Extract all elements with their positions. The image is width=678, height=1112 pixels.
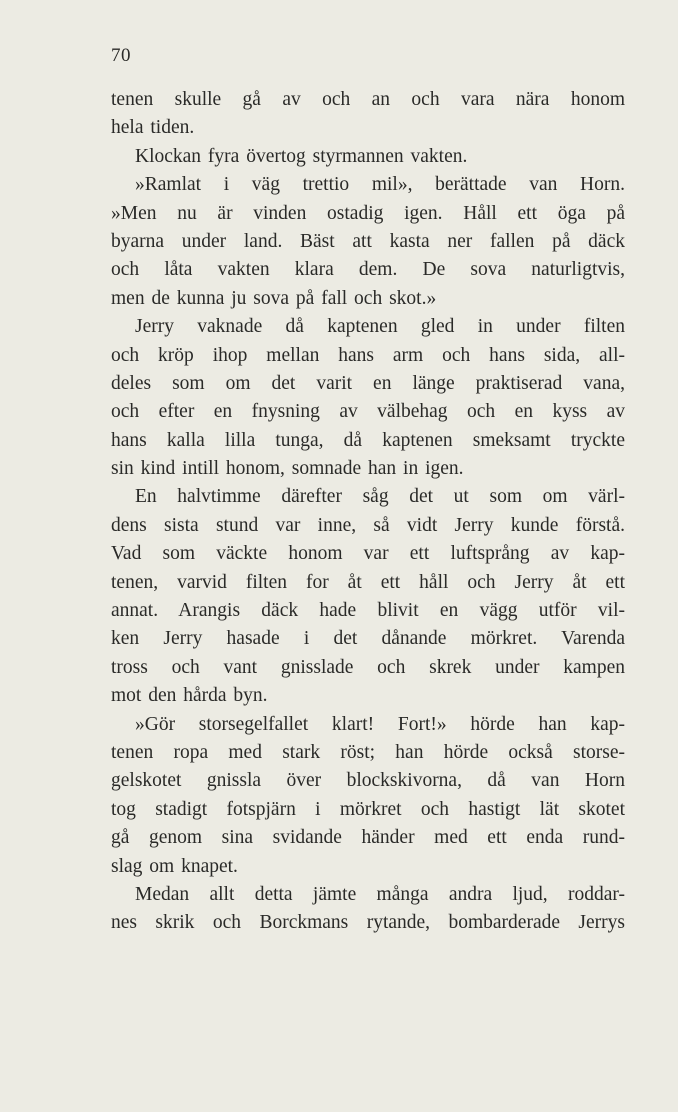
text-line: slag om knapet. — [111, 855, 238, 877]
text-line: En halvtimme därefter såg det ut som om värl- — [135, 486, 625, 508]
text-line: tenen ropa med stark röst; han hörde också storse- — [111, 741, 625, 763]
body-text — [111, 86, 625, 938]
text-line: annat. Arangis däck hade blivit en vägg utför vil- — [111, 600, 625, 622]
text-line: hans kalla lilla tunga, då kaptenen smeksamt tryckte — [111, 429, 625, 451]
text-line: gelskotet gnissla över blockskivorna, då van Horn — [111, 770, 625, 792]
text-line: Jerry vaknade då kaptenen gled in under filten — [135, 316, 625, 338]
text-line: Klockan fyra övertog styrmannen vakten. — [135, 145, 468, 167]
text-line: »Men nu är vinden ostadig igen. Håll ett öga på — [111, 202, 625, 224]
text-line: tross och vant gnisslade och skrek under kampen — [111, 656, 625, 678]
text-line: och kröp ihop mellan hans arm och hans sida, all- — [111, 344, 625, 366]
text-line: Medan allt detta jämte många andra ljud, roddar- — [135, 883, 625, 905]
text-line: hela tiden. — [111, 117, 195, 139]
text-line: tog stadigt fotspjärn i mörkret och hastigt lät skotet — [111, 798, 625, 820]
text-line: tenen, varvid filten for åt ett håll och Jerry åt ett — [111, 571, 625, 593]
text-line: dens sista stund var inne, så vidt Jerry kunde förstå. — [111, 514, 625, 536]
text-line: ken Jerry hasade i det dånande mörkret. Varenda — [111, 628, 625, 650]
text-line: och låta vakten klara dem. De sova naturligtvis, — [111, 259, 625, 281]
page-number: 70 — [111, 45, 131, 66]
text-line: mot den hårda byn. — [111, 685, 268, 707]
text-line: sin kind intill honom, somnade han in igen. — [111, 458, 464, 480]
text-line: gå genom sina svidande händer med ett enda rund- — [111, 827, 625, 849]
text-line: och efter en fnysning av välbehag och en kyss av — [111, 401, 625, 423]
text-line: nes skrik och Borckmans rytande, bombarderade Jerrys — [111, 912, 625, 934]
text-line: »Gör storsegelfallet klart! Fort!» hörde han kap- — [135, 713, 625, 735]
text-line: byarna under land. Bäst att kasta ner fallen på däck — [111, 230, 625, 252]
text-line: tenen skulle gå av och an och vara nära honom — [111, 89, 625, 110]
text-line: men de kunna ju sova på fall och skot.» — [111, 287, 437, 309]
text-line: Vad som väckte honom var ett luftsprång av kap- — [111, 543, 625, 565]
text-line: »Ramlat i väg trettio mil», berättade van Horn. — [135, 174, 625, 196]
text-line: deles som om det varit en länge praktiserad vana, — [111, 372, 625, 394]
